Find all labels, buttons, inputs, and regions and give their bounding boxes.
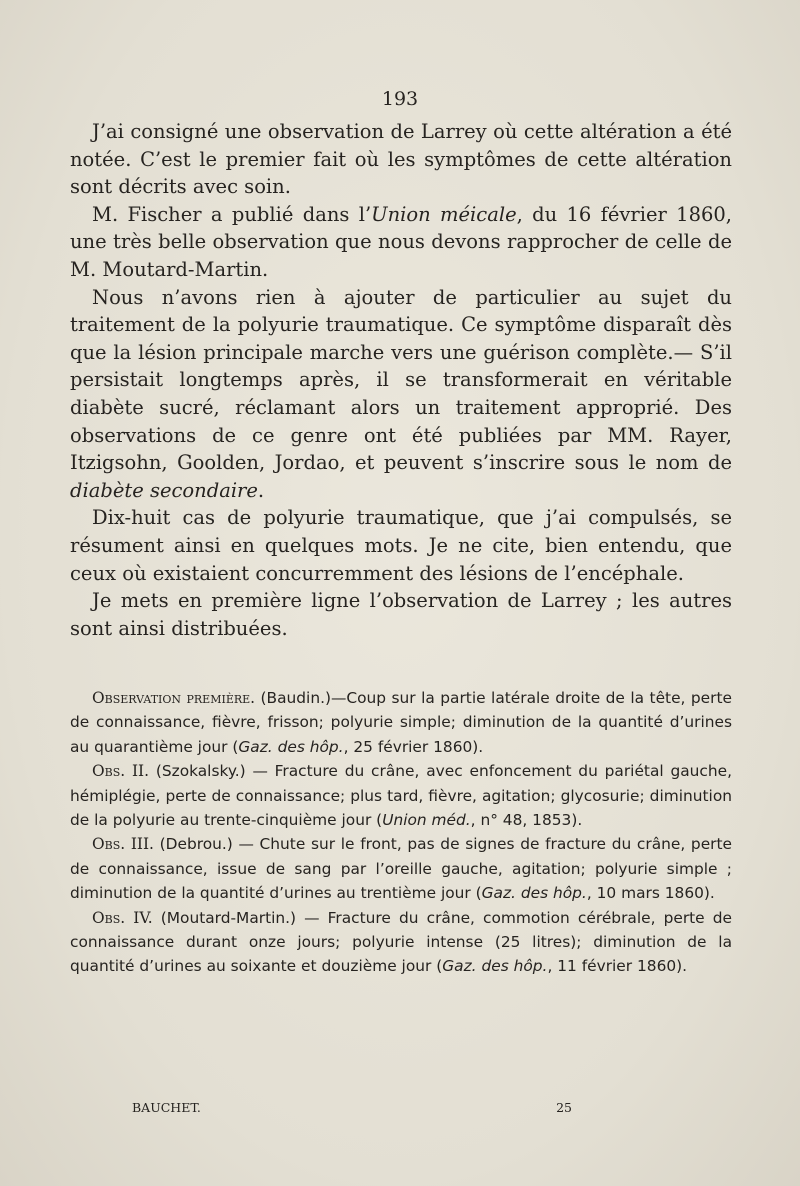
paragraph: J’ai consigné une observation de Larrey où cette altération a été notée. C’est le premier fait où les symptômes de cette altération sont décrits avec soin. <box>70 120 732 199</box>
page-number: 193 <box>381 88 419 110</box>
body-text <box>70 118 732 642</box>
observation-entry: Obs. IV. (Moutard-Martin.) — Fracture du crâne, commotion cérébrale, perte de connaissance durant onze jours; polyurie intense (25 litres); diminution de la quantité d’urines au soixante et douzième jour (Gaz. des hôp., 11 février 1860). <box>70 908 732 976</box>
citation: Union méd. <box>382 811 471 830</box>
citation: Gaz. des hôp. <box>238 737 344 756</box>
observation-label: Obs. III. <box>92 835 154 854</box>
observation-label: Obs. IV. <box>92 908 153 927</box>
paragraph: M. Fischer a publié dans l’Union méicale, du 16 février 1860, une très belle observation que nous devons rapprocher de celle de M. Moutard-Martin. <box>70 202 732 281</box>
observation-entry: Obs. III. (Debrou.) — Chute sur le front, pas de signes de fracture du crâne, perte de connaissance, issue de sang par l’oreille gauche, agitation; polyurie simple ; diminution de la quantité d’urines au trentième jour (Gaz. des hôp., 10 mars 1860). <box>70 835 732 903</box>
citation: Gaz. des hôp. <box>481 884 587 903</box>
paragraph: Je mets en première ligne l’observation de Larrey ; les autres sont ainsi distribuées. <box>70 589 732 640</box>
footer-signature-mark: 25 <box>556 1100 572 1115</box>
paragraph: Nous n’avons rien à ajouter de particulier au sujet du traitement de la polyurie traumatique. Ce symptôme disparaît dès que la lésion principale marche vers une guérison complète.— S’il persistait longtemps après, il se transformerait en véritable diabète sucré, réclamant alors un traitement approprié. Des observations de ce genre ont été publiées par MM. Rayer, Itzigsohn, Goolden, Jordao, et peuvent s’inscrire sous le nom de diabète secondaire. <box>70 285 732 502</box>
paragraph: Dix-huit cas de polyurie traumatique, que j’ai compulsés, se résument ainsi en quelques mots. Je ne cite, bien entendu, que ceux où existaient concurremment des lésions de l’encéphale. <box>70 506 732 585</box>
footer-author: BAUCHET. <box>132 1100 201 1115</box>
observation-entry: Obs. II. (Szokalsky.) — Fracture du crâne, avec enfoncement du pariétal gauche, hémiplégie, perte de connaissance; plus tard, fièvre, agitation; glycosurie; diminution de la polyurie au trente-cinquième jour (Union méd., n° 48, 1853). <box>70 762 733 830</box>
observation-label: Obs. II. <box>92 762 150 781</box>
observation-label: Observation première. <box>92 689 256 707</box>
observations-list <box>70 686 732 979</box>
observation-entry: Observation première. (Baudin.)—Coup sur la partie latérale droite de la tête, perte de connaissance, fièvre, frisson; polyurie simple; diminution de la quantité d’urines au quarantième jour (Gaz. des hôp., 25 février 1860). <box>70 689 732 756</box>
page-footer <box>132 1100 572 1115</box>
citation: Gaz. des hôp. <box>442 957 548 976</box>
